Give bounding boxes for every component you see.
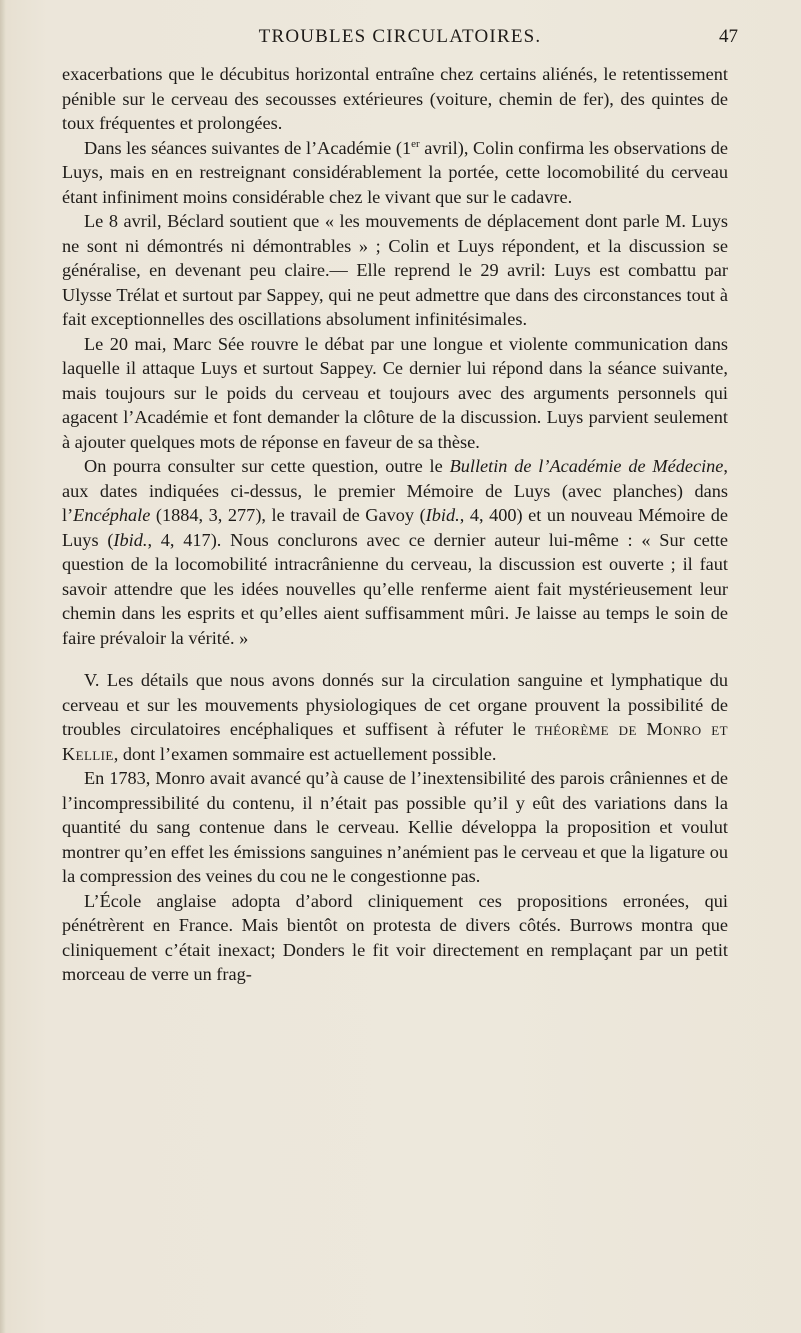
text-segment: V. Les détails que nous avons donnés sur la circulation sanguine et lymphatique du cerveau et sur les mouvements physiologiques de cet organe prouvent la possibilité de troubles circulatoires encéphaliques et suffisent à réfuter le (62, 670, 728, 739)
text-segment: Le 20 mai, Marc Sée rouvre le débat par une longue et violente communication dans laquelle il attaque Luys et surtout Sappey. Ce dernier lui répond dans la séance suivante, mais toujours sur le poids du cerveau et toujours avec des arguments personnels qui agacent l’Académie et font demander la clôture de la discussion. Luys parvient seulement à ajouter quelques mots de réponse en faveur de sa thèse. (62, 333, 728, 452)
text-segment: L’École anglaise adopta d’abord cliniquement ces propositions erronées, qui pénétrèrent en France. Mais bientôt on protesta de divers côtés. Burrows montra que cliniquement c’était inexact; Donders le fit voir directement en remplaçant par un petit morceau de verre un frag- (62, 890, 728, 984)
text-segment: (1884, 3, 277), le travail de Gavoy ( (150, 505, 426, 525)
page-number: 47 (719, 26, 738, 47)
text-segment: En 1783, Monro avait avancé qu’à cause de l’inextensibilité des parois crâniennes et de l’incompressibilité du contenu, il n’était pas possible qu’il y eût des variations dans la quantité du sang contenue dans le cerveau. Kellie développa la proposition et voulut montrer qu’en effet les émissions sanguines n’anémient pas le cerveau et que la ligature ou la compression des veines du cou ne le congestionne pas. (62, 768, 728, 886)
italic-text: Bulletin de l’Académie de Médecine (449, 456, 724, 476)
text-segment: avril), Colin confirma les observations de Luys, mais en en restreignant considérablement la portée, cette locomobilité du cerveau étant infiniment moins considérable chez le vivant que sur le cadavre. (62, 137, 728, 207)
text-segment: Le 8 avril, Béclard soutient que « les mouvements de déplacement dont parle M. Luys ne sont ni démontrés ni démontrables » ; Colin et Luys répondent, et la discussion se généralise, en devenant peu claire.— Elle reprend le 29 avril: Luys est combattu par Ulysse Trélat et surtout par Sappey, qui ne peut admettre que dans des circonstances tout à fait exceptionnelles des oscillations absolument infinitésimales. (62, 211, 728, 329)
body-text (62, 62, 728, 987)
italic-text: Encéphale (73, 505, 151, 525)
small-caps-text: théorème de Monro et Kellie (62, 719, 728, 764)
text-segment: On pourra consulter sur cette question, outre le (84, 456, 450, 476)
text-segment: , dont l’examen sommaire est actuellement possible. (113, 743, 497, 764)
paragraph-p2 (62, 136, 728, 210)
running-title: TROUBLES CIRCULATOIRES. (258, 26, 542, 47)
paragraph-p8 (62, 889, 728, 987)
page-gutter-shadow (0, 0, 6, 1333)
text-segment: , 4, 417). Nous conclurons avec ce dernier auteur lui-même : « Sur cette question de la locomobilité intracrânienne du cerveau, la discussion est ouverte ; il faut savoir attendre que les idées nouvelles qu’elle renferme aient fait mystérieusement leur chemin dans les esprits et qu’elles aient suffisamment mûri. Je laisse au temps le soin de faire prévaloir la vérité. » (62, 529, 728, 648)
italic-text: Ibid. (425, 505, 460, 525)
paragraph-p6 (62, 668, 728, 766)
superscript-text: er (411, 137, 420, 150)
text-segment: , 4, 400) et un nouveau Mémoire de Luys ( (62, 505, 728, 550)
paragraph-p3 (62, 209, 728, 332)
paragraph-p4 (62, 332, 728, 455)
text-segment: , aux dates indiquées ci-dessus, le premier Mémoire de Luys (avec planches) dans l’ (62, 456, 728, 525)
paragraph-p7 (62, 766, 728, 889)
paragraph-p5 (62, 454, 728, 650)
italic-text: Ibid. (113, 529, 148, 550)
section-gap (62, 650, 728, 668)
text-segment: exacerbations que le décubitus horizontal entraîne chez certains aliénés, le retentissement pénible sur le cerveau des secousses extérieures (voiture, chemin de fer), des quintes de toux fréquentes et prolongées. (62, 64, 728, 133)
text-segment: Dans les séances suivantes de l’Académie (1 (84, 137, 412, 158)
paragraph-p1 (62, 62, 728, 136)
page-header (62, 26, 738, 56)
